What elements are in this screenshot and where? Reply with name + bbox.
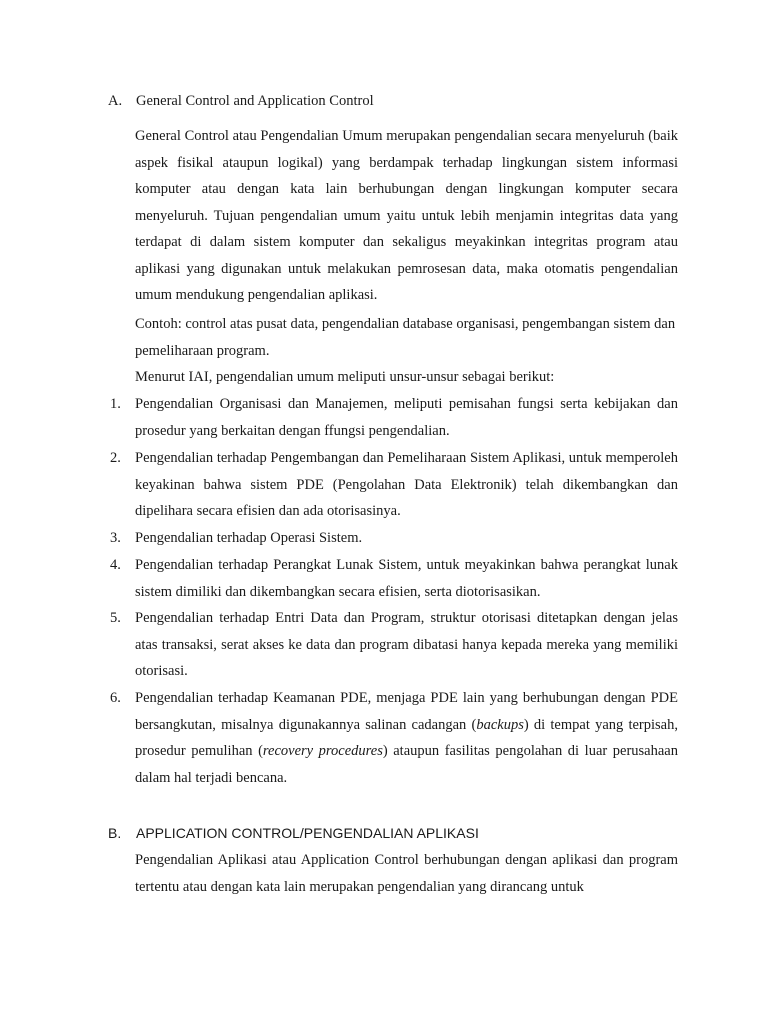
list-item-text: [135, 685, 678, 791]
section-a-title: General Control and Application Control: [136, 93, 374, 109]
list-item-text: Pengendalian terhadap Perangkat Lunak Sistem, untuk meyakinkan bahwa perangkat lunak sistem dimiliki dan dikembangkan secara efisien, serta diotorisasikan.: [135, 557, 678, 600]
list-item: [110, 525, 678, 552]
list-item: [110, 605, 678, 685]
list-item: [110, 552, 678, 605]
list-item-text-part: Pengendalian terhadap Keamanan PDE, menjaga PDE lain yang berhubungan dengan PDE bersangkutan, misalnya digunakannya salinan cadangan (: [135, 690, 678, 733]
section-a-letter: A.: [108, 93, 123, 109]
list-item-emphasis: backups: [476, 716, 524, 733]
list-item-text-part: ) di tempat yang terpisah, prosedur pemulihan (: [135, 716, 678, 759]
list-item-number: 2.: [110, 450, 121, 466]
section-b-paragraph: Pengendalian Aplikasi atau Application Control berhubungan dengan aplikasi dan program tertentu atau dengan kata lain merupakan pengendalian yang dirancang untuk: [135, 852, 678, 895]
list-item: [110, 391, 678, 444]
section-a-example: Contoh: control atas pusat data, pengendalian database organisasi, pengembangan sistem dan pemeliharaan program.: [135, 316, 676, 359]
section-b-letter: B.: [108, 825, 122, 841]
list-item: [110, 445, 678, 525]
list-item-text: Pengendalian terhadap Pengembangan dan Pemeliharaan Sistem Aplikasi, untuk memperoleh keyakinan bahwa sistem PDE (Pengolahan Data Elektronik) telah dikembangkan dan dipelihara secara efisien dan ada otorisasinya.: [135, 450, 678, 519]
list-item-number: 3.: [110, 530, 121, 546]
list-item-number: 1.: [110, 396, 121, 412]
list-item-emphasis: recovery procedures: [262, 743, 383, 759]
section-a-intro: Menurut IAI, pengendalian umum meliputi unsur-unsur sebagai berikut:: [135, 369, 555, 385]
list-item-number: 4.: [110, 557, 121, 573]
list-item-number: 5.: [110, 610, 121, 626]
list-item: [110, 685, 678, 791]
list-item-number: 6.: [110, 690, 121, 706]
list-item-text: Pengendalian Organisasi dan Manajemen, meliputi pemisahan fungsi serta kebijakan dan prosedur yang berkaitan dengan ffungsi pengendalian.: [135, 396, 678, 439]
list-item-text: Pengendalian terhadap Operasi Sistem.: [135, 530, 363, 546]
section-a-heading: [108, 92, 688, 110]
list-item-text-part: ) ataupun fasilitas pengolahan di luar perusahaan dalam hal terjadi bencana.: [135, 743, 678, 786]
section-b-heading: [108, 824, 688, 842]
list-item-text: Pengendalian terhadap Entri Data dan Program, struktur otorisasi ditetapkan dengan jelas atas transaksi, serat akses ke data dan program dibatasi hanya kepada mereka yang memiliki otorisasi.: [135, 610, 678, 679]
section-b-title: APPLICATION CONTROL/PENGENDALIAN APLIKASI: [136, 825, 479, 841]
section-a-paragraph: General Control atau Pengendalian Umum merupakan pengendalian secara menyeluruh (baik aspek fisikal ataupun logikal) yang berdampak terhadap lingkungan sistem informasi komputer atau dengan kata lain berhubungan dengan lingkungan komputer secara menyeluruh. Tujuan pengendalian umum yaitu untuk lebih menjamin integritas data yang terdapat di dalam sistem komputer dan sekaligus meyakinkan integritas program atau aplikasi yang digunakan untuk melakukan pemrosesan data, maka otomatis pengendalian umum mendukung pengendalian aplikasi.: [135, 128, 678, 303]
